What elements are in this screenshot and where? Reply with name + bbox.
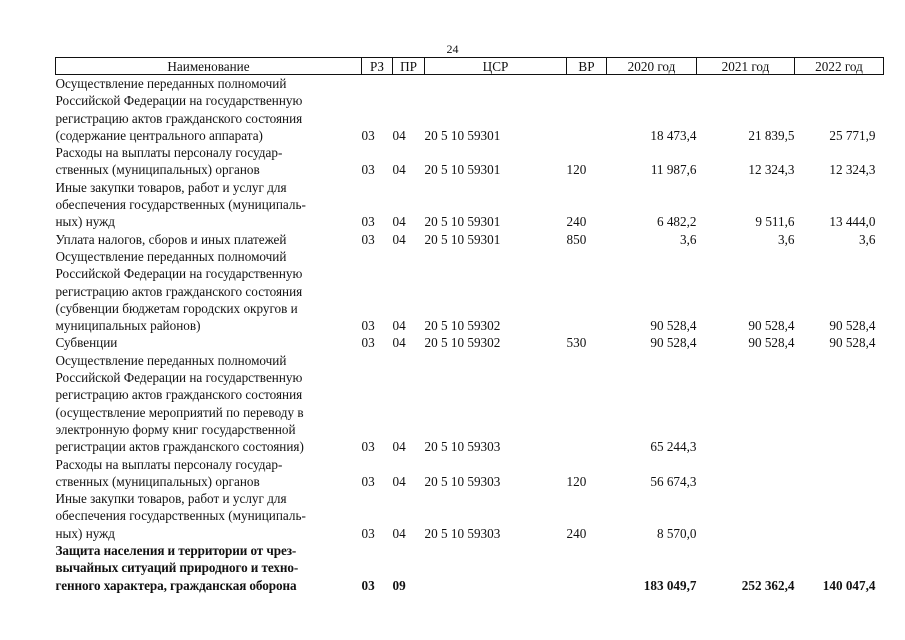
table-row-section-total: [56, 542, 884, 594]
row-pr: 04: [392, 439, 406, 455]
row-name: Иные закупки товаров, работ и услуг для обеспечения государственных (муниципаль- ных) нужд: [55, 491, 306, 541]
row-csr: 20 5 10 59302: [424, 335, 501, 351]
row-2022: [795, 490, 884, 542]
row-2021: [697, 490, 795, 542]
row-rz: 03: [361, 473, 375, 489]
row-2020: 56 674,3: [650, 473, 697, 489]
row-pr: 04: [392, 127, 406, 143]
row-pr: 04: [392, 318, 406, 334]
row-rz: 03: [361, 162, 375, 178]
row-2022: [795, 456, 884, 491]
row-rz: 03: [361, 231, 375, 247]
row-2020: 65 244,3: [650, 439, 697, 455]
row-pr: 04: [392, 162, 406, 178]
row-2022: 13 444,0: [829, 214, 876, 230]
row-vr: 120: [566, 473, 587, 489]
table-row: [56, 490, 884, 542]
row-csr: 20 5 10 59302: [424, 318, 501, 334]
row-csr: 20 5 10 59301: [424, 127, 501, 143]
row-2022: 25 771,9: [829, 127, 876, 143]
row-2020: 18 473,4: [650, 127, 697, 143]
row-2021: [697, 352, 795, 456]
table-row: [56, 456, 884, 491]
row-2020: 11 987,6: [650, 162, 697, 178]
row-2021: 90 528,4: [748, 335, 795, 351]
row-name: Уплата налогов, сборов и иных платежей: [55, 231, 287, 247]
row-rz: 03: [361, 335, 375, 351]
table-row: [56, 144, 884, 179]
row-rz: 03: [361, 577, 375, 593]
header-rz: РЗ: [362, 58, 393, 75]
budget-table: [55, 57, 884, 594]
row-name: Осуществление переданных полномочий Российской Федерации на государственную регистрацию актов гражданского состояния (осуществление мероприятий по переводу в электронную форму книг государственной регистрации актов гражданского состояния): [55, 352, 304, 455]
row-csr: 20 5 10 59303: [424, 525, 501, 541]
row-vr: 850: [566, 231, 587, 247]
header-2022: 2022 год: [795, 58, 884, 75]
row-rz: 03: [361, 439, 375, 455]
table-row: [56, 75, 884, 145]
row-2021: [697, 456, 795, 491]
row-vr: [567, 248, 607, 334]
row-2022: 140 047,4: [822, 577, 876, 593]
header-row: [56, 58, 884, 75]
row-pr: 04: [392, 231, 406, 247]
row-2020: 3,6: [680, 231, 697, 247]
row-name: Осуществление переданных полномочий Российской Федерации на государственную регистрацию актов гражданского состояния (содержание центрального аппарата): [55, 76, 303, 143]
row-vr: 530: [566, 335, 587, 351]
table-row: [56, 334, 884, 351]
row-csr: 20 5 10 59301: [424, 162, 501, 178]
row-pr: 04: [392, 335, 406, 351]
table-row: [56, 248, 884, 334]
row-2020: 183 049,7: [643, 577, 697, 593]
row-2021: 9 511,6: [755, 214, 795, 230]
row-vr: 240: [566, 525, 587, 541]
row-csr: 20 5 10 59301: [424, 214, 501, 230]
header-2020: 2020 год: [607, 58, 697, 75]
row-2020: 90 528,4: [650, 335, 697, 351]
row-pr: 04: [392, 214, 406, 230]
row-2022: 12 324,3: [829, 162, 876, 178]
row-name: Иные закупки товаров, работ и услуг для обеспечения государственных (муниципаль- ных) нужд: [55, 179, 306, 230]
row-2022: 90 528,4: [829, 335, 876, 351]
header-pr: ПР: [393, 58, 425, 75]
row-2021: 90 528,4: [748, 318, 795, 334]
row-name: Субвенции: [55, 335, 118, 351]
row-2020: 8 570,0: [656, 525, 697, 541]
row-rz: 03: [361, 525, 375, 541]
row-rz: 03: [361, 318, 375, 334]
row-csr: [425, 542, 567, 594]
row-2021: 21 839,5: [748, 127, 795, 143]
header-name: Наименование: [56, 58, 362, 75]
row-pr: 04: [392, 525, 406, 541]
table-row: [56, 231, 884, 248]
row-vr: [567, 352, 607, 456]
row-2021: 3,6: [778, 231, 795, 247]
row-2022: 3,6: [859, 231, 876, 247]
row-rz: 03: [361, 127, 375, 143]
row-vr: [567, 75, 607, 145]
row-rz: 03: [361, 214, 375, 230]
header-2021: 2021 год: [697, 58, 795, 75]
row-pr: 09: [392, 577, 406, 593]
row-2021: 12 324,3: [748, 162, 795, 178]
row-vr: 240: [566, 214, 587, 230]
row-2022: 90 528,4: [829, 318, 876, 334]
header-vr: ВР: [567, 58, 607, 75]
row-csr: 20 5 10 59303: [424, 439, 501, 455]
row-name: Защита населения и территории от чрез- вычайных ситуаций природного и техно- генного характера, гражданская оборона: [55, 543, 299, 593]
row-name: Расходы на выплаты персоналу государ- ственных (муниципальных) органов: [55, 145, 283, 178]
row-2022: [795, 352, 884, 456]
row-vr: [567, 542, 607, 594]
row-2020: 90 528,4: [650, 318, 697, 334]
row-name: Расходы на выплаты персоналу государ- ственных (муниципальных) органов: [55, 456, 283, 489]
table-row: [56, 352, 884, 456]
page-number: 24: [446, 42, 459, 56]
row-csr: 20 5 10 59303: [424, 473, 501, 489]
row-2020: 6 482,2: [656, 214, 697, 230]
row-vr: 120: [566, 162, 587, 178]
row-name: Осуществление переданных полномочий Российской Федерации на государственную регистрацию актов гражданского состояния (субвенции бюджетам городских округов и муниципальных районов): [55, 248, 303, 334]
row-csr: 20 5 10 59301: [424, 231, 501, 247]
header-csr: ЦСР: [425, 58, 567, 75]
table-row: [56, 179, 884, 231]
row-2021: 252 362,4: [741, 577, 795, 593]
row-pr: 04: [392, 473, 406, 489]
